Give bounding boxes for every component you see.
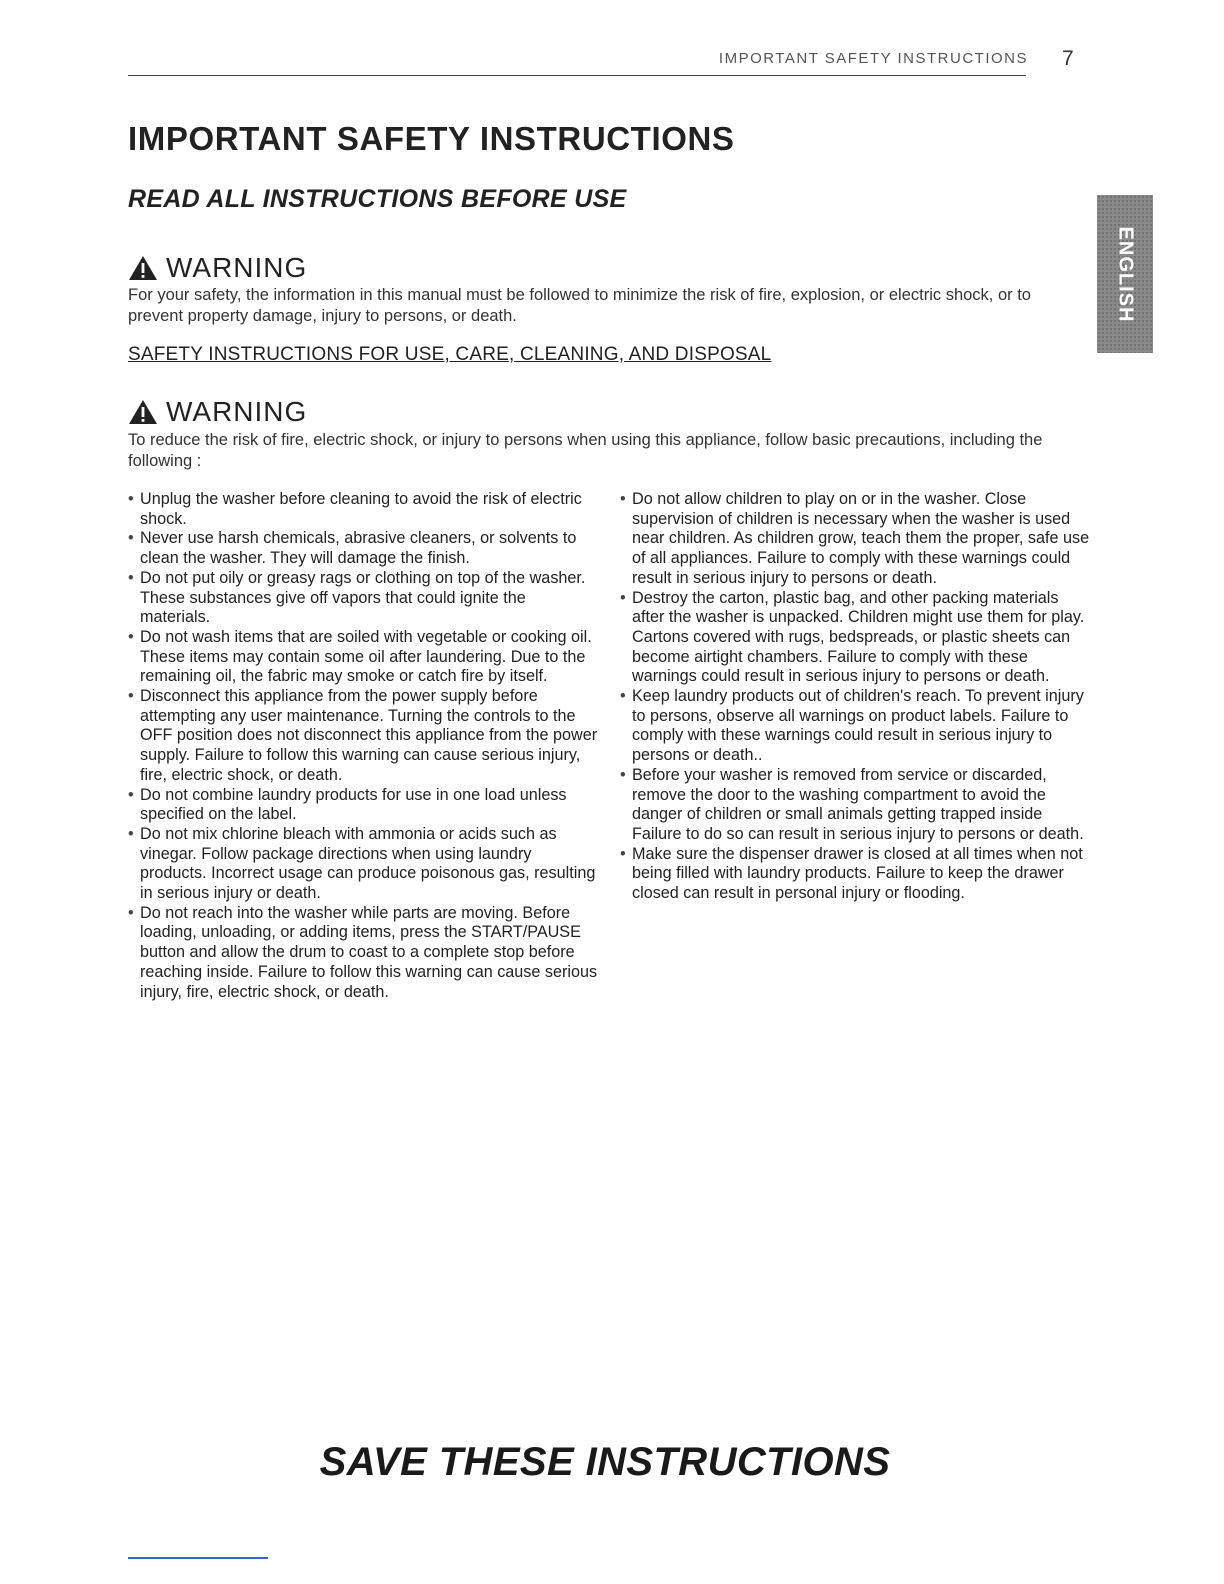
list-item: • Do not wash items that are soiled with vegetable or cooking oil. These items may contain some oil after laundering. Due to the remaining oil, the fabric may smoke or catch fire by itself. [128,628,598,687]
warning-text-1: For your safety, the information in this manual must be followed to minimize the risk of fire, explosion, or electric shock, or to prevent property damage, injury to persons, or death. [128,286,1031,325]
page-title: IMPORTANT SAFETY INSTRUCTIONS [128,120,735,157]
warning-triangle-icon [128,399,158,425]
right-instructions-list [620,490,1090,904]
list-item: • Make sure the dispenser drawer is closed at all times when not being filled with laundry products. Failure to keep the drawer closed can result in personal injury or flooding. [620,845,1090,904]
footer-save-instructions: SAVE THESE INSTRUCTIONS [319,1440,891,1484]
warning-triangle-icon [128,255,158,281]
list-item: • Do not mix chlorine bleach with ammonia or acids such as vinegar. Follow package directions when using laundry products. Incorrect usage can produce poisonous gas, resulting in serious injury or death. [128,825,598,904]
page-number: 7 [1062,47,1074,70]
warning-label-2: WARNING [166,396,308,427]
list-item: • Do not reach into the washer while parts are moving. Before loading, unloading, or adding items, press the START/PAUSE button and allow the drum to coast to a complete stop before reaching inside. Failure to follow this warning can cause serious injury, fire, electric shock, or death. [128,904,598,1003]
running-header-title: IMPORTANT SAFETY INSTRUCTIONS [718,50,1028,67]
language-tab [1097,195,1153,353]
language-tab-label: ENGLISH [1114,226,1137,322]
warning-label-1: WARNING [166,252,308,283]
list-item: • Do not put oily or greasy rags or clothing on top of the washer. These substances give off vapors that could ignite the materials. [128,569,598,628]
warning-heading-1 [128,252,307,284]
list-item: • Destroy the carton, plastic bag, and other packing materials after the washer is unpacked. Children might use them for play. Cartons covered with rugs, bedspreads, or plastic sheets can become airtight chambers. Failure to comply with these warnings could result in serious injury to persons or death. [620,589,1090,688]
list-item: • Keep laundry products out of children's reach. To prevent injury to persons, observe all warnings on product labels. Failure to comply with these warnings could result in serious injury to persons or death.. [620,687,1090,766]
list-item: • Disconnect this appliance from the power supply before attempting any user maintenance. Turning the controls to the OFF position does not disconnect this appliance from the power supply. Failure to follow this warning can cause serious injury, fire, electric shock, or death. [128,687,598,786]
section-heading: SAFETY INSTRUCTIONS FOR USE, CARE, CLEANING, AND DISPOSAL [128,344,772,365]
list-item: • Do not allow children to play on or in the washer. Close supervision of children is necessary when the washer is used near children. As children grow, teach them the proper, safe use of all appliances. Failure to comply with these warnings could result in serious injury to persons or death. [620,490,1090,589]
footer-rule [128,1557,268,1559]
header-divider [128,75,1026,76]
list-item: • Do not combine laundry products for use in one load unless specified on the label. [128,786,598,825]
warning-text-2: To reduce the risk of fire, electric shock, or injury to persons when using this appliance, follow basic precautions, including the following : [128,431,1043,470]
left-instructions-list [128,490,598,1002]
page-subtitle: READ ALL INSTRUCTIONS BEFORE USE [128,185,627,213]
list-item: • Never use harsh chemicals, abrasive cleaners, or solvents to clean the washer. They will damage the finish. [128,529,598,568]
list-item: • Unplug the washer before cleaning to avoid the risk of electric shock. [128,490,598,529]
warning-heading-2 [128,396,307,428]
list-item: • Before your washer is removed from service or discarded, remove the door to the washing compartment to avoid the danger of children or small animals getting trapped inside Failure to do so can result in serious injury to persons or death. [620,766,1090,845]
